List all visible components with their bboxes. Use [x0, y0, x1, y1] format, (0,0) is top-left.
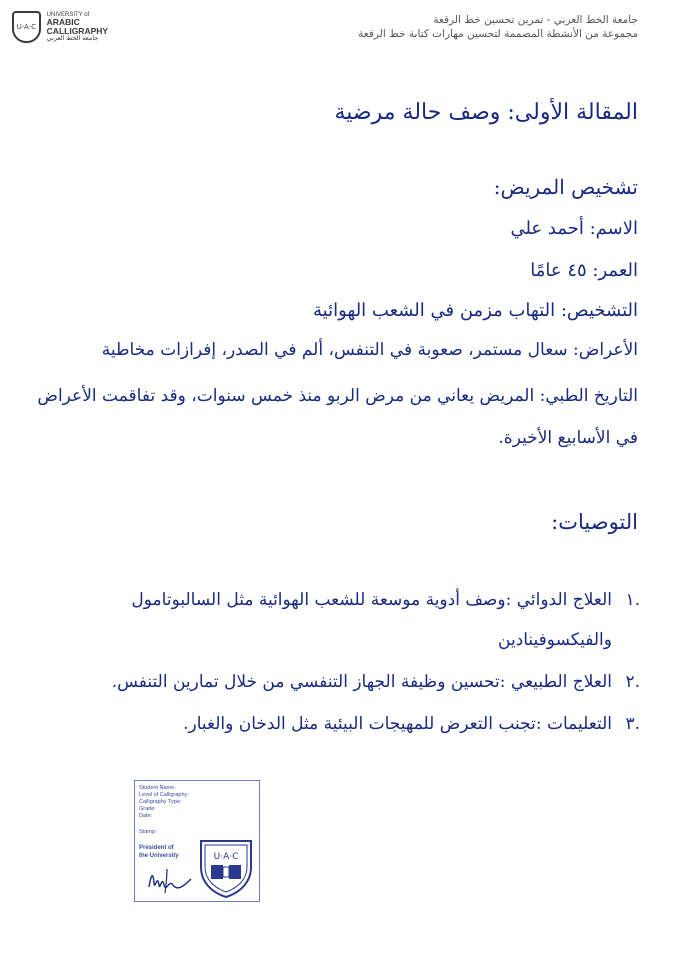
- recommendation-item: [80, 662, 640, 702]
- grade-label: Grade:: [139, 806, 156, 812]
- age-line: العمر: ٤٥ عامًا: [530, 260, 638, 281]
- page-header: [358, 14, 638, 40]
- stamp-label: Stamp:: [139, 829, 157, 835]
- recommendation-text: التعليمات :تجنب التعرض للمهيجات البيئية مثل الدخان والغبار.: [183, 714, 612, 734]
- seal-text: U·A·C: [213, 852, 239, 862]
- president-label-line1: President of: [139, 845, 174, 851]
- certification-stamp: [134, 780, 260, 902]
- logo-line-2: ARABIC CALLIGRAPHY: [46, 16, 109, 36]
- university-emblem-icon: U·A·C: [12, 11, 41, 43]
- university-logo: [12, 10, 132, 44]
- logo-line-1: UNIVERSITY of: [46, 11, 90, 18]
- calligraphy-level-label: Level of Calligraphy:: [139, 792, 189, 798]
- president-label-line2: the University: [139, 853, 179, 859]
- logo-text: [47, 12, 132, 43]
- header-title: جامعة الخط العربي - تمرين تحسين خط الرقعة: [433, 14, 638, 26]
- president-signature-icon: [145, 865, 195, 895]
- essay-title: المقالة الأولى: وصف حالة مرضية: [334, 100, 638, 125]
- logo-line-3: جامعة الخط العربي: [46, 34, 99, 42]
- diagnosis-heading: تشخيص المريض:: [493, 175, 638, 199]
- recommendation-number: .١: [625, 590, 640, 610]
- symptoms-line: الأعراض: سعال مستمر، صعوبة في التنفس، ألم في الصدر، إفرازات مخاطية: [101, 340, 638, 360]
- recommendation-number: .٢: [625, 672, 640, 692]
- header-subtitle: مجموعة من الأنشطة المصممة لتحسين مهارات كتابة خط الرقعة: [358, 28, 638, 40]
- recommendation-text: العلاج الطبيعي :تحسين وظيفة الجهاز التنفسي من خلال تمارين التنفس.: [111, 672, 612, 692]
- recommendation-text: العلاج الدوائي :وصف أدوية موسعة للشعب الهوائية مثل السالبوتامول والفيكسوفينادين: [131, 590, 612, 650]
- name-line: الاسم: أحمد علي: [510, 218, 638, 239]
- recommendation-number: .٣: [625, 714, 640, 734]
- diagnosis-line: التشخيص: التهاب مزمن في الشعب الهوائية: [313, 300, 638, 321]
- recommendation-item: [80, 704, 640, 744]
- date-label: Date:: [139, 813, 153, 819]
- medical-history: التاريخ الطبي: المريض يعاني من مرض الربو منذ خمس سنوات، وقد تفاقمت الأعراض في الأسابيع الأخيرة.: [37, 386, 638, 448]
- university-seal-icon: [197, 837, 255, 899]
- calligraphy-type-label: Calligraphy Type:: [139, 799, 182, 805]
- student-name-label: Student Name:: [139, 785, 176, 791]
- recommendations-heading: التوصيات:: [551, 510, 638, 534]
- recommendation-item: [80, 580, 640, 660]
